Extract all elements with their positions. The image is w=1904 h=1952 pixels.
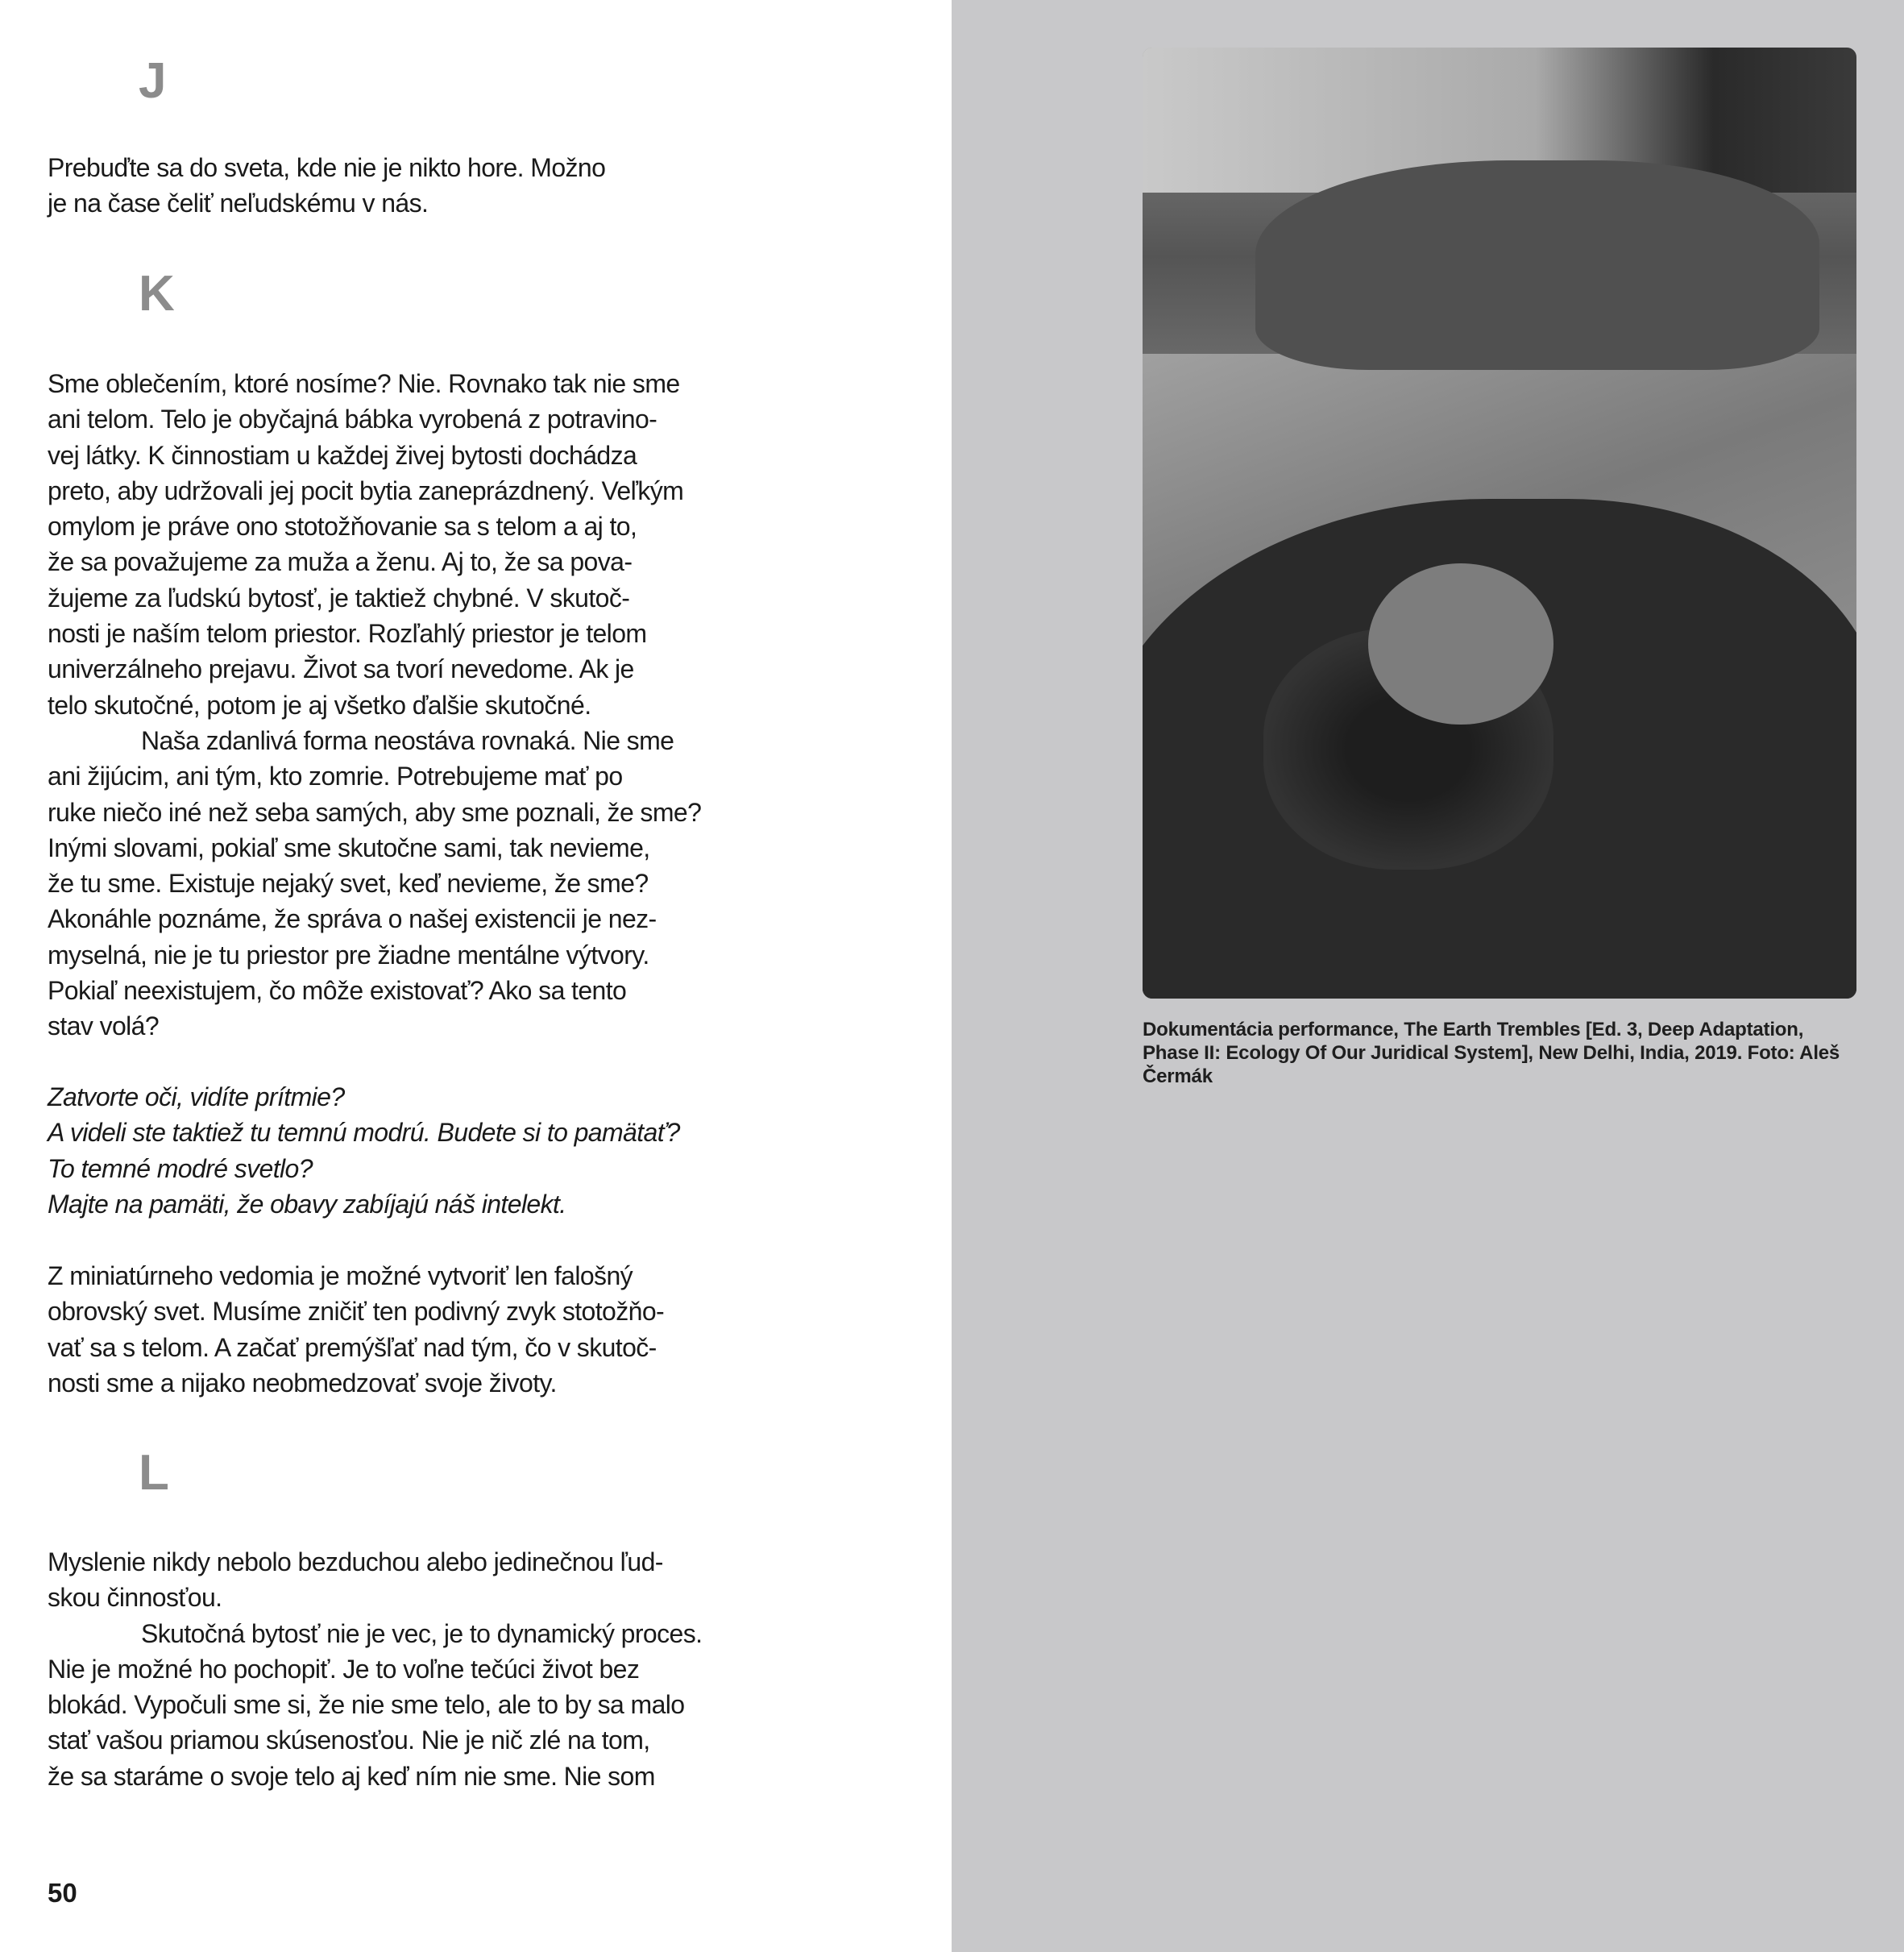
text-line: nosti je naším telom priestor. Rozľahlý priestor je telom: [48, 619, 647, 649]
text-line: Akonáhle poznáme, že správa o našej existencii je nez-: [48, 904, 657, 934]
text-line: stať vašou priamou skúsenosťou. Nie je nič zlé na tom,: [48, 1726, 650, 1755]
text-line: žujeme za ľudskú bytosť, je taktiež chybné. V skutoč-: [48, 583, 630, 613]
text-line: ani telom. Telo je obyčajná bábka vyrobená z potravino-: [48, 405, 657, 434]
text-line: preto, aby udržovali jej pocit bytia zaneprázdnený. Veľkým: [48, 476, 684, 505]
text-line: že tu sme. Existuje nejaký svet, keď nevieme, že sme?: [48, 869, 649, 899]
paragraph-k-italic: [48, 1079, 918, 1222]
paragraph-l: [48, 1544, 918, 1794]
paragraph-k-3: [48, 1258, 918, 1401]
photo-caption: Dokumentácia performance, The Earth Trembles [Ed. 3, Deep Adaptation, Phase II: Ecology Of Our Juridical System], New Delhi, India, 2019. Foto: Aleš Čermák: [1143, 1019, 1840, 1087]
page-number: 50: [48, 1878, 77, 1908]
text-line: skou činnosťou.: [48, 1583, 222, 1613]
text-line: obrovský svet. Musíme zničiť ten podivný zvyk stotožňo-: [48, 1297, 665, 1327]
text-line: Sme oblečením, ktoré nosíme? Nie. Rovnako tak nie sme: [48, 369, 680, 398]
section-letter-j: J: [139, 53, 167, 109]
text-line: stav volá?: [48, 1011, 160, 1041]
text-line: Inými slovami, pokiaľ sme skutočne sami, tak nevieme,: [48, 833, 650, 862]
photo-figure-background: [1255, 160, 1819, 370]
text-line: ruke niečo iné než seba samých, aby sme poznali, že sme?: [48, 797, 702, 827]
right-page: [952, 0, 1904, 1952]
photo-face: [1368, 563, 1553, 725]
text-line: blokád. Vypočuli sme si, že nie sme telo, ale to by sa malo: [48, 1690, 685, 1720]
text-line: Zatvorte oči, vidíte prítmie?: [48, 1082, 345, 1111]
text-line: nosti sme a nijako neobmedzovať svoje životy.: [48, 1368, 557, 1398]
text-line: Myslenie nikdy nebolo bezduchou alebo jedinečnou ľud-: [48, 1547, 663, 1576]
text-line: Prebuďte sa do sveta, kde nie je nikto hore. Možno: [48, 153, 606, 182]
text-line: Nie je možné ho pochopiť. Je to voľne tečúci život bez: [48, 1654, 640, 1684]
text-line: Majte na pamäti, že obavy zabíjajú náš intelekt.: [48, 1189, 566, 1219]
text-line: vej látky. K činnostiam u každej živej bytosti dochádza: [48, 440, 637, 470]
text-line: myselná, nie je tu priestor pre žiadne mentálne výtvory.: [48, 940, 649, 970]
text-line: Pokiaľ neexistujem, čo môže existovať? Ako sa tento: [48, 976, 627, 1006]
section-letter-l: L: [139, 1445, 169, 1501]
text-line: Naša zdanlivá forma neostáva rovnaká. Nie sme: [141, 725, 674, 755]
section-letter-k: K: [139, 266, 175, 322]
text-line: že sa staráme o svoje telo aj keď ním nie sme. Nie som: [48, 1761, 655, 1791]
text-line: telo skutočné, potom je aj všetko ďalšie skutočné.: [48, 690, 591, 720]
text-line: To temné modré svetlo?: [48, 1153, 313, 1183]
text-line: A videli ste taktiež tu temnú modrú. Budete si to pamätať?: [48, 1118, 680, 1148]
paragraph-j: [48, 150, 918, 222]
text-line: Skutočná bytosť nie je vec, je to dynamický proces.: [141, 1618, 703, 1648]
text-line: vať sa s telom. A začať premýšľať nad tým, čo v skutoč-: [48, 1332, 657, 1362]
text-line: ani žijúcim, ani tým, kto zomrie. Potrebujeme mať po: [48, 762, 623, 791]
paragraph-k-1: [48, 366, 918, 1045]
text-line: že sa považujeme za muža a ženu. Aj to, že sa pova-: [48, 547, 633, 577]
text-line: univerzálneho prejavu. Život sa tvorí nevedome. Ak je: [48, 654, 634, 684]
text-line: Z miniatúrneho vedomia je možné vytvoriť len falošný: [48, 1261, 633, 1290]
performance-photo: [1143, 48, 1856, 999]
text-line: je na čase čeliť neľudskému v nás.: [48, 189, 429, 218]
text-line: omylom je práve ono stotožňovanie sa s telom a aj to,: [48, 512, 637, 542]
